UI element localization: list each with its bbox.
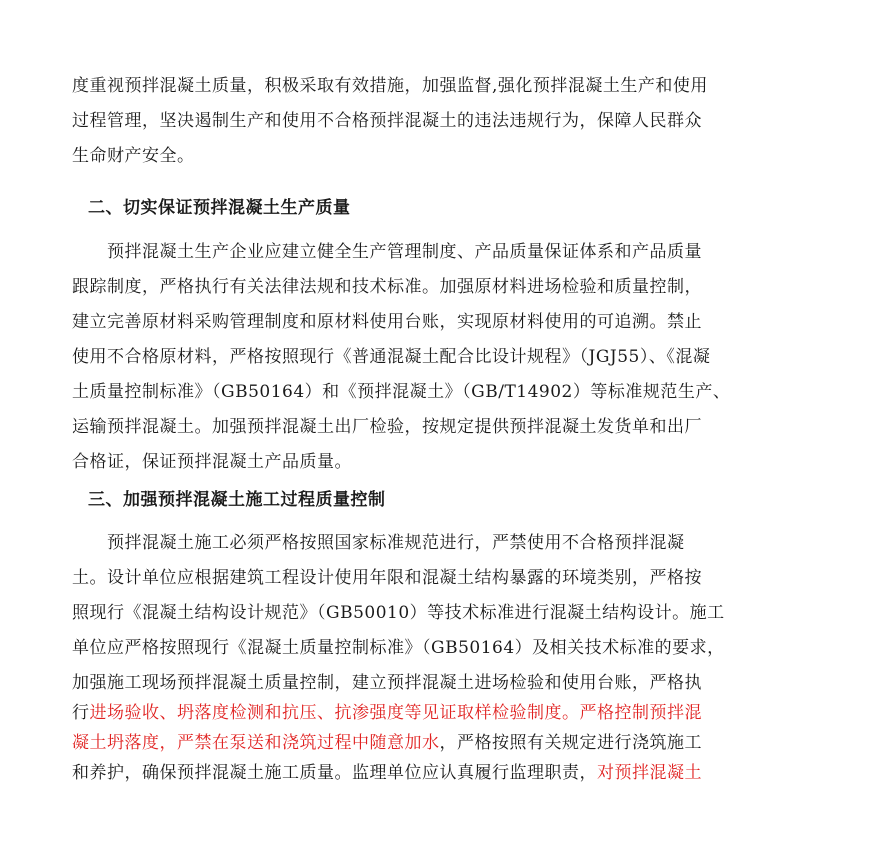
section3-line-2: 土。设计单位应根据建筑工程设计使用年限和混凝土结构暴露的环境类别，严格按: [72, 568, 702, 588]
line6-highlight-text: 进场验收、坍落度检测和抗压、抗渗强度等见证取样检验制度。严格控制预拌混: [89, 703, 702, 723]
section3-line-3: 照现行《混凝土结构设计规范》（GB50010）等技术标准进行混凝土结构设计。施工: [72, 603, 725, 623]
section3-heading: 三、加强预拌混凝土施工过程质量控制: [88, 490, 386, 510]
line8-highlight-text: 对预拌混凝土: [597, 763, 702, 783]
section3-line-8: [72, 763, 832, 783]
paragraph1-line-2: 过程管理，坚决遏制生产和使用不合格预拌混凝土的违法违规行为，保障人民群众: [72, 111, 702, 131]
section3-line-1: 预拌混凝土施工必须严格按照国家标准规范进行，严禁使用不合格预拌混凝: [72, 533, 685, 553]
section3-line-6: [72, 703, 832, 723]
paragraph1-line-3: 生命财产安全。: [72, 146, 195, 166]
line6-plain-text: 行: [72, 703, 90, 723]
section2-heading: 二、切实保证预拌混凝土生产质量: [88, 198, 351, 218]
section2-line-5: 土质量控制标准》（GB50164）和《预拌混凝土》（GB/T14902）等标准规范生产、: [72, 382, 731, 402]
section3-line-7: [72, 733, 832, 753]
section2-line-7: 合格证，保证预拌混凝土产品质量。: [72, 452, 352, 472]
section2-line-4: 使用不合格原材料，严格按照现行《普通混凝土配合比设计规程》（JGJ55）、《混凝: [72, 347, 711, 367]
section2-line-6: 运输预拌混凝土。加强预拌混凝土出厂检验，按规定提供预拌混凝土发货单和出厂: [72, 417, 702, 437]
section3-line-5: 加强施工现场预拌混凝土质量控制，建立预拌混凝土进场检验和使用台账，严格执: [72, 673, 702, 693]
line7-highlight-text: 凝土坍落度，严禁在泵送和浇筑过程中随意加水: [72, 733, 440, 753]
line8-plain-text: 和养护，确保预拌混凝土施工质量。监理单位应认真履行监理职责，: [72, 763, 597, 783]
line7-plain-text: ，严格按照有关规定进行浇筑施工: [439, 733, 702, 753]
section3-line-4: 单位应严格按照现行《混凝土质量控制标准》（GB50164）及相关技术标准的要求，: [72, 638, 725, 658]
section2-line-3: 建立完善原材料采购管理制度和原材料使用台账，实现原材料使用的可追溯。禁止: [72, 312, 702, 332]
section2-line-1: 预拌混凝土生产企业应建立健全生产管理制度、产品质量保证体系和产品质量: [72, 242, 702, 262]
section2-line-2: 跟踪制度，严格执行有关法律法规和技术标准。加强原材料进场检验和质量控制，: [72, 277, 702, 297]
paragraph1-line-1: 度重视预拌混凝土质量，积极采取有效措施，加强监督,强化预拌混凝土生产和使用: [72, 76, 708, 96]
